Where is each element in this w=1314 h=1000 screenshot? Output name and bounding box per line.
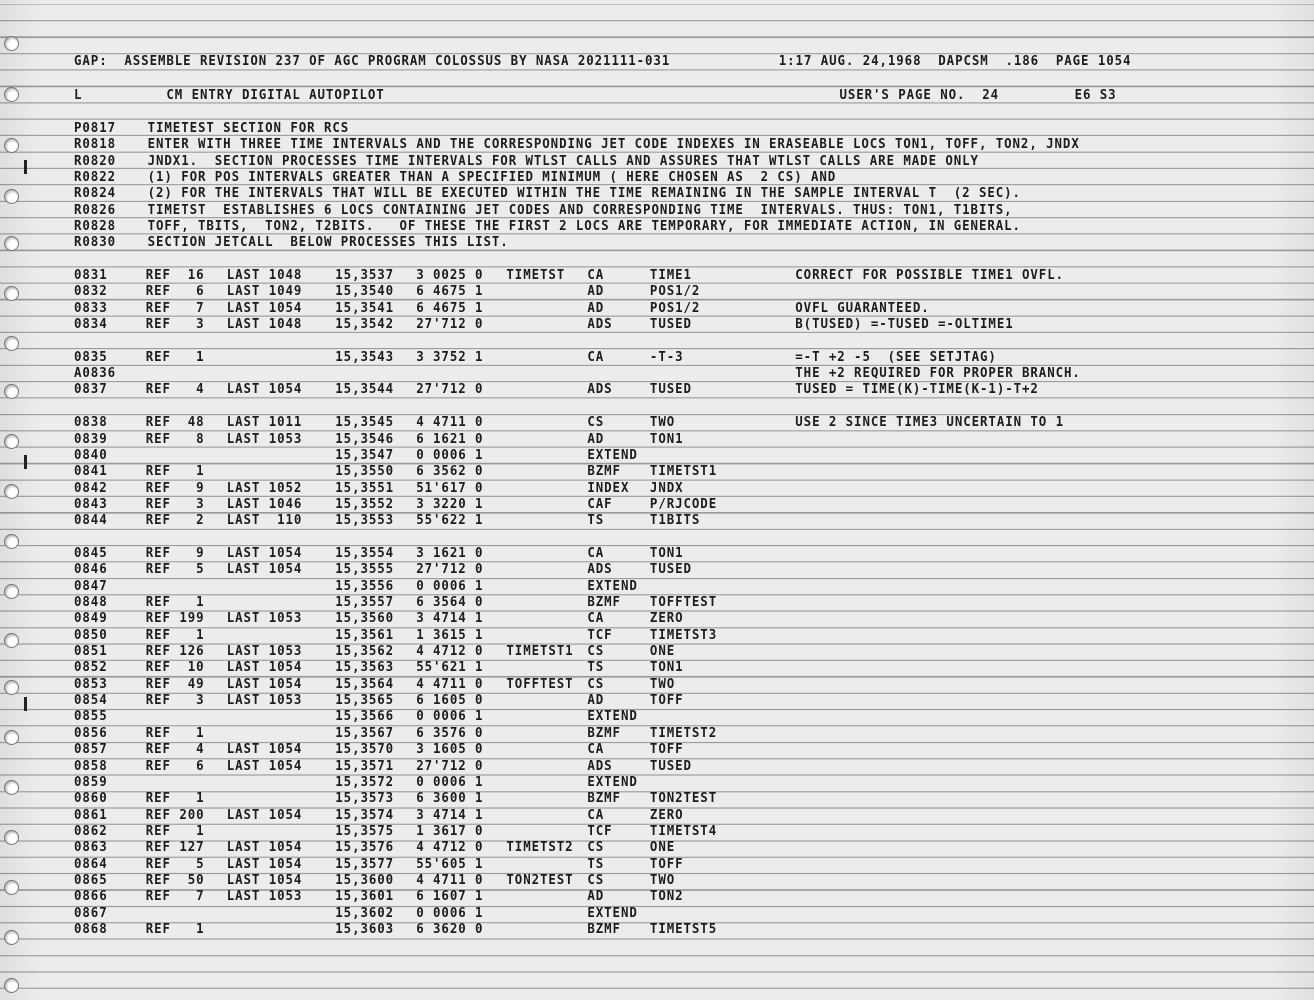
- ref-count: REF 9: [145, 544, 205, 561]
- code-label: TOFFTEST: [506, 675, 574, 692]
- address: 15,3544: [335, 381, 395, 398]
- line-number: 0858: [74, 757, 108, 774]
- operand: -T-3: [649, 348, 684, 365]
- opcode: EXTEND: [587, 708, 638, 725]
- feed-hole: [4, 434, 19, 449]
- octal-word: 1 3615 1: [416, 626, 484, 643]
- line-number: 0833: [74, 299, 108, 316]
- line-number: 0832: [74, 283, 108, 300]
- octal-word: 27'712 0: [416, 381, 484, 398]
- operand: JNDX: [649, 479, 684, 496]
- operand: TUSED: [649, 381, 692, 398]
- last-ref: LAST 1053: [226, 692, 303, 709]
- opcode: CS: [587, 414, 605, 431]
- line-number: 0849: [74, 610, 108, 627]
- last-ref: LAST 1054: [226, 871, 303, 888]
- opcode: BZMF: [587, 724, 621, 741]
- feed-hole: [4, 87, 19, 102]
- address: 15,3565: [335, 692, 395, 709]
- line-number: 0835: [74, 348, 108, 365]
- code-comment: OVFL GUARANTEED.: [795, 299, 930, 316]
- line-number: 0845: [74, 544, 108, 561]
- feed-hole: [4, 534, 19, 549]
- operand: TOFF: [649, 741, 684, 758]
- address: 15,3570: [335, 741, 395, 758]
- octal-word: 27'712 0: [416, 757, 484, 774]
- code-label: TIMETST: [506, 267, 566, 283]
- address: 15,3560: [335, 610, 395, 627]
- comment-line-label: R0824: [74, 185, 116, 202]
- feed-hole: [4, 236, 19, 251]
- feed-hole: [4, 880, 19, 895]
- ref-count: REF 1: [145, 790, 205, 807]
- code-comment: THE +2 REQUIRED FOR PROPER BRANCH.: [795, 365, 1081, 382]
- octal-word: 6 4675 1: [416, 283, 484, 300]
- margin-mark: [24, 455, 27, 469]
- ref-count: REF 6: [145, 283, 205, 300]
- ref-count: REF 16: [145, 267, 205, 283]
- line-number: 0839: [74, 430, 108, 447]
- line-number: 0851: [74, 643, 108, 660]
- opcode: CS: [587, 839, 605, 856]
- tractor-feed-margin: [0, 0, 30, 1000]
- line-number: 0865: [74, 871, 108, 888]
- comment-text: SECTION JETCALL BELOW PROCESSES THIS LIST.: [147, 234, 509, 251]
- line-number: 0831: [74, 267, 108, 283]
- comment-text: JNDX1. SECTION PROCESSES TIME INTERVALS FOR WTLST CALLS AND ASSURES THAT WTLST CALLS ARE MADE ONLY: [147, 152, 979, 169]
- octal-word: 4 4712 0: [416, 643, 484, 660]
- opcode: CA: [587, 610, 605, 627]
- address: 15,3576: [335, 839, 395, 856]
- operand: TON1: [649, 430, 684, 447]
- opcode: ADS: [587, 561, 613, 578]
- octal-word: 0 0006 1: [416, 773, 484, 790]
- address: 15,3574: [335, 806, 395, 823]
- line-number: 0838: [74, 414, 108, 431]
- address: 15,3555: [335, 561, 395, 578]
- opcode: CA: [587, 348, 605, 365]
- address: 15,3545: [335, 414, 395, 431]
- address: 15,3600: [335, 871, 395, 888]
- opcode: TS: [587, 659, 605, 676]
- last-ref: LAST 1052: [226, 479, 303, 496]
- opcode: ADS: [587, 316, 613, 333]
- octal-word: 55'605 1: [416, 855, 484, 872]
- line-number: 0854: [74, 692, 108, 709]
- feed-hole: [4, 680, 19, 695]
- octal-word: 3 0025 0: [416, 267, 484, 283]
- ref-count: REF 48: [145, 414, 205, 431]
- line-number: A0836: [74, 365, 116, 382]
- code-comment: =-T +2 -5 (SEE SETJTAG): [795, 348, 997, 365]
- last-ref: LAST 1054: [226, 855, 303, 872]
- comment-line-label: R0820: [74, 152, 116, 169]
- line-number: 0863: [74, 839, 108, 856]
- line-number: 0837: [74, 381, 108, 398]
- line-number: 0840: [74, 446, 108, 463]
- opcode: TCF: [587, 822, 613, 839]
- last-ref: LAST 1054: [226, 299, 303, 316]
- octal-word: 3 4714 1: [416, 806, 484, 823]
- comment-line-label: R0822: [74, 168, 116, 185]
- print-date-page: 1:17 AUG. 24,1968 DAPCSM .186 PAGE 1054: [778, 53, 1132, 69]
- feed-hole: [4, 384, 19, 399]
- comment-text: (2) FOR THE INTERVALS THAT WILL BE EXECUTED WITHIN THE TIME REMAINING IN THE SAMPLE INTERVAL T (2 SEC).: [147, 185, 1021, 202]
- ref-count: REF 200: [145, 806, 205, 823]
- code-comment: USE 2 SINCE TIME3 UNCERTAIN TO 1: [795, 414, 1065, 431]
- octal-word: 1 3617 0: [416, 822, 484, 839]
- comment-line-label: R0828: [74, 217, 116, 234]
- operand: TIMETST3: [649, 626, 718, 643]
- line-number: 0847: [74, 577, 108, 594]
- ref-count: REF 1: [145, 921, 205, 937]
- assembly-title: GAP: ASSEMBLE REVISION 237 OF AGC PROGRAM COLOSSUS BY NASA 2021111-031: [74, 53, 671, 69]
- opcode: CAF: [587, 495, 613, 512]
- operand: TON2: [649, 888, 684, 905]
- code-label: TIMETST2: [506, 839, 574, 856]
- last-ref: LAST 1048: [226, 267, 303, 283]
- ref-count: REF 199: [145, 610, 205, 627]
- opcode: ADS: [587, 381, 613, 398]
- operand: TON2TEST: [649, 790, 718, 807]
- feed-hole: [4, 36, 19, 51]
- last-ref: LAST 1053: [226, 430, 303, 447]
- last-ref: LAST 1011: [226, 414, 303, 431]
- feed-hole: [4, 189, 19, 204]
- comment-line-label: R0830: [74, 234, 116, 251]
- operand: TON1: [649, 659, 684, 676]
- opcode: CA: [587, 544, 605, 561]
- comment-text: TIMETEST SECTION FOR RCS: [147, 120, 350, 136]
- last-ref: LAST 1054: [226, 839, 303, 856]
- address: 15,3567: [335, 724, 395, 741]
- feed-hole: [4, 633, 19, 648]
- ref-count: REF 50: [145, 871, 205, 888]
- line-number: 0856: [74, 724, 108, 741]
- opcode: BZMF: [587, 790, 621, 807]
- operand: TOFF: [649, 855, 684, 872]
- octal-word: 3 1605 0: [416, 741, 484, 758]
- last-ref: LAST 1053: [226, 643, 303, 660]
- line-number: 0842: [74, 479, 108, 496]
- line-number: 0852: [74, 659, 108, 676]
- octal-word: 6 4675 1: [416, 299, 484, 316]
- operand: TOFFTEST: [649, 594, 718, 610]
- last-ref: LAST 1053: [226, 888, 303, 905]
- address: 15,3550: [335, 463, 395, 480]
- comment-text: ENTER WITH THREE TIME INTERVALS AND THE CORRESPONDING JET CODE INDEXES IN ERASEABLE LOCS TON1, TOFF, TON2, JNDX: [147, 136, 1080, 153]
- address: 15,3541: [335, 299, 395, 316]
- operand: T1BITS: [649, 512, 701, 529]
- operand: TUSED: [649, 316, 692, 333]
- address: 15,3551: [335, 479, 395, 496]
- operand: TUSED: [649, 757, 692, 774]
- address: 15,3537: [335, 267, 395, 283]
- ref-count: REF 6: [145, 757, 205, 774]
- ref-count: REF 7: [145, 888, 205, 905]
- operand: TWO: [649, 675, 676, 692]
- ref-count: REF 1: [145, 463, 205, 480]
- octal-word: 4 4711 0: [416, 871, 484, 888]
- last-ref: LAST 1054: [226, 544, 303, 561]
- ref-count: REF 8: [145, 430, 205, 447]
- ref-count: REF 5: [145, 561, 205, 578]
- octal-word: 3 1621 0: [416, 544, 484, 561]
- comment-line-label: R0826: [74, 201, 116, 218]
- octal-word: 0 0006 1: [416, 446, 484, 463]
- last-ref: LAST 1053: [226, 610, 303, 627]
- last-ref: LAST 1054: [226, 675, 303, 692]
- line-number: 0841: [74, 463, 108, 480]
- ref-count: REF 7: [145, 299, 205, 316]
- opcode: AD: [587, 299, 605, 316]
- opcode: CA: [587, 741, 605, 758]
- last-ref: LAST 1048: [226, 316, 303, 333]
- line-number: 0843: [74, 495, 108, 512]
- octal-word: 6 3600 1: [416, 790, 484, 807]
- opcode: CA: [587, 806, 605, 823]
- ref-count: REF 1: [145, 348, 205, 365]
- user-page-number: USER'S PAGE NO. 24 E6 S3: [839, 87, 1117, 103]
- octal-word: 6 1605 0: [416, 692, 484, 709]
- address: 15,3566: [335, 708, 395, 725]
- octal-word: 3 4714 1: [416, 610, 484, 627]
- ref-count: REF 1: [145, 822, 205, 839]
- ref-count: REF 3: [145, 495, 205, 512]
- operand: TIMETST2: [649, 724, 718, 741]
- operand: ZERO: [649, 806, 684, 823]
- line-number: 0857: [74, 741, 108, 758]
- line-number: 0861: [74, 806, 108, 823]
- address: 15,3543: [335, 348, 395, 365]
- code-comment: TUSED = TIME(K)-TIME(K-1)-T+2: [795, 381, 1039, 398]
- last-ref: LAST 1054: [226, 561, 303, 578]
- last-ref: LAST 1049: [226, 283, 303, 300]
- last-ref: LAST 1046: [226, 495, 303, 512]
- opcode: EXTEND: [587, 577, 638, 594]
- octal-word: 6 3564 0: [416, 594, 484, 610]
- address: 15,3571: [335, 757, 395, 774]
- line-number: 0862: [74, 822, 108, 839]
- comment-line-label: P0817: [74, 120, 116, 136]
- opcode: TS: [587, 855, 605, 872]
- code-label: TON2TEST: [506, 871, 574, 888]
- operand: TOFF: [649, 692, 684, 709]
- operand: TIMETST5: [649, 921, 718, 937]
- operand: ONE: [649, 839, 676, 856]
- line-number: 0834: [74, 316, 108, 333]
- address: 15,3552: [335, 495, 395, 512]
- feed-hole: [4, 830, 19, 845]
- operand: TIME1: [649, 267, 692, 283]
- line-number: 0848: [74, 594, 108, 610]
- ref-count: REF 1: [145, 594, 205, 610]
- address: 15,3547: [335, 446, 395, 463]
- last-ref: LAST 1054: [226, 757, 303, 774]
- opcode: CA: [587, 267, 605, 283]
- opcode: EXTEND: [587, 773, 638, 790]
- address: 15,3602: [335, 904, 395, 921]
- ref-count: REF 127: [145, 839, 205, 856]
- address: 15,3601: [335, 888, 395, 905]
- feed-hole: [4, 930, 19, 945]
- address: 15,3540: [335, 283, 395, 300]
- octal-word: 27'712 0: [416, 316, 484, 333]
- code-comment: B(TUSED) =-TUSED =-OLTIME1: [795, 316, 1014, 333]
- address: 15,3572: [335, 773, 395, 790]
- ref-count: REF 49: [145, 675, 205, 692]
- opcode: BZMF: [587, 921, 621, 937]
- comment-text: (1) FOR POS INTERVALS GREATER THAN A SPECIFIED MINIMUM ( HERE CHOSEN AS 2 CS) AND: [147, 168, 837, 185]
- octal-word: 6 1607 1: [416, 888, 484, 905]
- octal-word: 55'621 1: [416, 659, 484, 676]
- operand: TIMETST1: [649, 463, 718, 480]
- octal-word: 4 4712 0: [416, 839, 484, 856]
- line-number: 0860: [74, 790, 108, 807]
- address: 15,3561: [335, 626, 395, 643]
- opcode: CS: [587, 643, 605, 660]
- octal-word: 6 3576 0: [416, 724, 484, 741]
- operand: TWO: [649, 871, 676, 888]
- octal-word: 0 0006 1: [416, 577, 484, 594]
- section-title: L CM ENTRY DIGITAL AUTOPILOT: [74, 87, 385, 103]
- ref-count: REF 2: [145, 512, 205, 529]
- ref-count: REF 4: [145, 741, 205, 758]
- ref-count: REF 10: [145, 659, 205, 676]
- comment-text: TIMETST ESTABLISHES 6 LOCS CONTAINING JET CODES AND CORRESPONDING TIME INTERVALS. THUS: TON1, T1BITS,: [147, 201, 1013, 218]
- octal-word: 3 3752 1: [416, 348, 484, 365]
- margin-mark: [24, 160, 27, 174]
- comment-line-label: R0818: [74, 136, 116, 153]
- opcode: CS: [587, 871, 605, 888]
- octal-word: 6 3620 0: [416, 921, 484, 937]
- octal-word: 51'617 0: [416, 479, 484, 496]
- opcode: BZMF: [587, 594, 621, 610]
- last-ref: LAST 1054: [226, 381, 303, 398]
- address: 15,3557: [335, 594, 395, 610]
- operand: P/RJCODE: [649, 495, 718, 512]
- ref-count: REF 5: [145, 855, 205, 872]
- feed-hole: [4, 978, 19, 993]
- operand: ZERO: [649, 610, 684, 627]
- address: 15,3556: [335, 577, 395, 594]
- ref-count: REF 9: [145, 479, 205, 496]
- opcode: TCF: [587, 626, 613, 643]
- line-number: 0855: [74, 708, 108, 725]
- line-number: 0850: [74, 626, 108, 643]
- address: 15,3575: [335, 822, 395, 839]
- operand: TIMETST4: [649, 822, 718, 839]
- ref-count: REF 4: [145, 381, 205, 398]
- last-ref: LAST 1054: [226, 806, 303, 823]
- comment-text: TOFF, TBITS, TON2, T2BITS. OF THESE THE FIRST 2 LOCS ARE TEMPORARY, FOR IMMEDIATE ACTION, IN GENERAL.: [147, 217, 1021, 234]
- address: 15,3577: [335, 855, 395, 872]
- opcode: AD: [587, 283, 605, 300]
- opcode: EXTEND: [587, 904, 638, 921]
- ref-count: REF 1: [145, 724, 205, 741]
- address: 15,3542: [335, 316, 395, 333]
- octal-word: 6 3562 0: [416, 463, 484, 480]
- opcode: CS: [587, 675, 605, 692]
- code-label: TIMETST1: [506, 643, 574, 660]
- opcode: BZMF: [587, 463, 621, 480]
- octal-word: 0 0006 1: [416, 708, 484, 725]
- opcode: AD: [587, 692, 605, 709]
- feed-hole: [4, 730, 19, 745]
- opcode: AD: [587, 888, 605, 905]
- feed-hole: [4, 138, 19, 153]
- octal-word: 3 3220 1: [416, 495, 484, 512]
- code-comment: CORRECT FOR POSSIBLE TIME1 OVFL.: [795, 267, 1065, 283]
- last-ref: LAST 110: [226, 512, 303, 529]
- octal-word: 0 0006 1: [416, 904, 484, 921]
- line-number: 0859: [74, 773, 108, 790]
- opcode: AD: [587, 430, 605, 447]
- octal-word: 55'622 1: [416, 512, 484, 529]
- address: 15,3546: [335, 430, 395, 447]
- margin-mark: [24, 697, 27, 711]
- octal-word: 4 4711 0: [416, 675, 484, 692]
- opcode: INDEX: [587, 479, 630, 496]
- address: 15,3553: [335, 512, 395, 529]
- line-number: 0868: [74, 921, 108, 937]
- opcode: ADS: [587, 757, 613, 774]
- operand: TON1: [649, 544, 684, 561]
- feed-hole: [4, 336, 19, 351]
- operand: TWO: [649, 414, 676, 431]
- feed-hole: [4, 286, 19, 301]
- line-number: 0864: [74, 855, 108, 872]
- address: 15,3554: [335, 544, 395, 561]
- operand: TUSED: [649, 561, 692, 578]
- feed-hole: [4, 780, 19, 795]
- operand: POS1/2: [649, 299, 701, 316]
- operand: ONE: [649, 643, 676, 660]
- address: 15,3603: [335, 921, 395, 937]
- feed-hole: [4, 584, 19, 599]
- octal-word: 27'712 0: [416, 561, 484, 578]
- last-ref: LAST 1054: [226, 741, 303, 758]
- ref-count: REF 3: [145, 316, 205, 333]
- ref-count: REF 3: [145, 692, 205, 709]
- line-number: 0867: [74, 904, 108, 921]
- address: 15,3573: [335, 790, 395, 807]
- address: 15,3563: [335, 659, 395, 676]
- line-number: 0866: [74, 888, 108, 905]
- ref-count: REF 126: [145, 643, 205, 660]
- feed-hole: [4, 484, 19, 499]
- opcode: TS: [587, 512, 605, 529]
- line-number: 0853: [74, 675, 108, 692]
- last-ref: LAST 1054: [226, 659, 303, 676]
- line-number: 0844: [74, 512, 108, 529]
- address: 15,3562: [335, 643, 395, 660]
- opcode: EXTEND: [587, 446, 638, 463]
- address: 15,3564: [335, 675, 395, 692]
- ref-count: REF 1: [145, 626, 205, 643]
- octal-word: 6 1621 0: [416, 430, 484, 447]
- line-number: 0846: [74, 561, 108, 578]
- octal-word: 4 4711 0: [416, 414, 484, 431]
- operand: POS1/2: [649, 283, 701, 300]
